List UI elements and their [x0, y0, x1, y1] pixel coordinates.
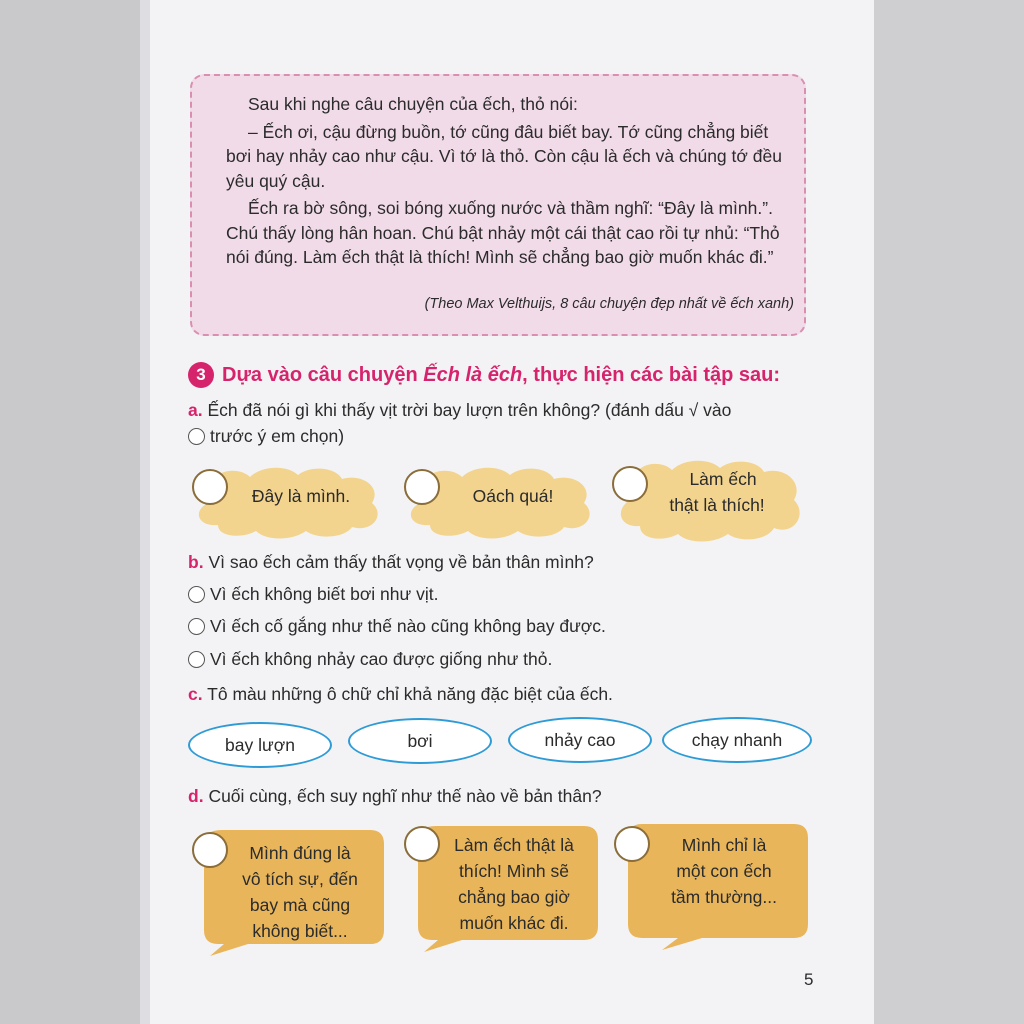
skill-oval-nhay-cao[interactable]: nhảy cao — [508, 717, 652, 763]
answer-a-option-3-text-line2: thật là thích! — [669, 495, 765, 515]
answer-a-option-1-text: Đây là mình. — [251, 486, 351, 506]
answer-d-option-2-line4: muốn khác đi. — [459, 913, 569, 933]
radio-circle-icon[interactable] — [188, 618, 205, 635]
question-a-letter: a. — [188, 400, 203, 420]
question-a-text-line1: Ếch đã nói gì khi thấy vịt trời bay lượn trên không? (đánh dấu √ vào — [207, 400, 732, 420]
radio-circle-icon[interactable] — [188, 651, 205, 668]
question-a-text-line2: trước ý em chọn) — [210, 426, 345, 446]
task-title — [222, 364, 780, 387]
answer-d-option-2[interactable] — [402, 822, 602, 954]
task-title-prefix: Dựa vào câu chuyện — [222, 363, 424, 386]
radio-circle-icon[interactable] — [188, 586, 205, 603]
task-title-suffix: , thực hiện các bài tập sau: — [522, 363, 781, 386]
story-paragraph-2: – Ếch ơi, cậu đừng buồn, tớ cũng đâu biết bay. Tớ cũng chẳng biết bơi hay nhảy cao như cậu. Vì tớ là thỏ. Còn cậu là ếch và chúng tớ đều yêu quý cậu. — [226, 121, 782, 191]
question-c-text: Tô màu những ô chữ chỉ khả năng đặc biệt của ếch. — [207, 684, 613, 704]
answer-d-option-1-line4: không biết... — [252, 921, 348, 941]
question-a-line2 — [188, 424, 344, 448]
skill-oval-boi[interactable]: bơi — [348, 718, 492, 764]
question-b-letter: b. — [188, 552, 204, 572]
answer-a-option-1[interactable] — [188, 463, 384, 539]
skill-oval-bay-luon[interactable]: bay lượn — [188, 722, 332, 768]
story-paragraph-3: Ếch ra bờ sông, soi bóng xuống nước và thầm nghĩ: “Đây là mình.”. Chú thấy lòng hân hoan. Chú bật nhảy một cái thật cao rồi tự nhủ: “Thỏ nói đúng. Làm ếch thật là thích! Mình sẽ chẳng bao giờ muốn khác đi.” — [226, 198, 780, 267]
answer-d-option-2-line3: chẳng bao giờ — [458, 887, 570, 907]
answer-d-option-3-line2: một con ếch — [676, 861, 772, 881]
answer-d-option-1-line2: vô tích sự, đến — [242, 869, 358, 889]
answer-d-option-3-line3: tầm thường... — [671, 887, 777, 907]
question-d-letter: d. — [188, 786, 204, 806]
answer-d-option-2-line2: thích! Mình sẽ — [459, 861, 569, 881]
question-d — [188, 784, 602, 808]
answer-a-option-3-text-line1: Làm ếch — [689, 469, 757, 489]
question-b-option-1-text: Vì ếch không biết bơi như vịt. — [210, 584, 439, 604]
task-heading — [188, 362, 780, 388]
question-b-option-2[interactable] — [188, 614, 606, 638]
task-number-badge: 3 — [188, 362, 214, 388]
answer-a-option-2[interactable] — [400, 463, 596, 539]
answer-d-option-1-line3: bay mà cũng — [249, 895, 351, 915]
answer-d-option-1-line1: Mình đúng là — [249, 843, 351, 863]
question-b-option-3-text: Vì ếch không nhảy cao được giống như thỏ. — [210, 649, 553, 669]
page-edge-right — [874, 0, 1024, 1024]
question-c-letter: c. — [188, 684, 203, 704]
question-b-text: Vì sao ếch cảm thấy thất vọng về bản thân mình? — [208, 552, 594, 572]
page-number: 5 — [804, 970, 814, 989]
story-citation: (Theo Max Velthuijs, 8 câu chuyện đẹp nhất về ếch xanh) — [424, 296, 794, 312]
story-text — [226, 92, 782, 273]
question-b-option-1[interactable] — [188, 582, 438, 606]
question-b-option-3[interactable] — [188, 647, 552, 671]
question-a-line1 — [188, 398, 731, 422]
story-box — [190, 74, 806, 336]
question-b — [188, 550, 594, 574]
task-title-story: Ếch là ếch — [423, 363, 523, 386]
question-b-option-2-text: Vì ếch cố gắng như thế nào cũng không bay được. — [210, 616, 606, 636]
answer-d-option-3-line1: Mình chỉ là — [681, 835, 767, 855]
question-d-text: Cuối cùng, ếch suy nghĩ như thế nào về bản thân? — [208, 786, 602, 806]
radio-circle-icon — [188, 428, 205, 445]
question-c — [188, 682, 613, 706]
answer-d-option-2-line1: Làm ếch thật là — [454, 835, 574, 855]
skill-oval-chay-nhanh[interactable]: chạy nhanh — [662, 717, 812, 763]
answer-d-option-3[interactable] — [612, 820, 812, 952]
story-paragraph-1: Sau khi nghe câu chuyện của ếch, thỏ nói: — [248, 94, 578, 114]
answer-a-option-2-text: Oách quá! — [472, 486, 554, 506]
answer-a-option-3[interactable] — [610, 456, 806, 542]
answer-d-option-1[interactable] — [188, 826, 388, 958]
